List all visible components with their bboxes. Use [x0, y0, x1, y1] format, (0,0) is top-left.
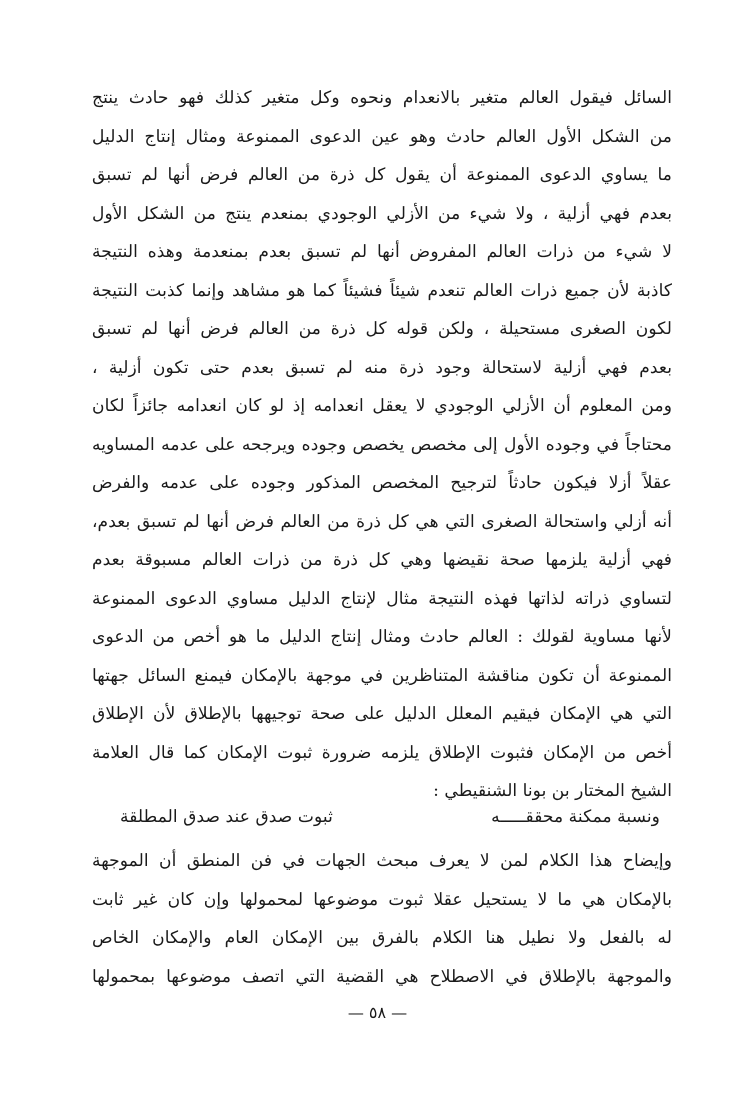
text-line-22: له بالفعل ولا نطيل هنا الكلام بالفرق بين الإمكان العام والإمكان الخاص — [92, 928, 672, 948]
text-line-4: بعدم فهي أزلية ، ولا شيء من الأزلي الوجودي بمنعدم ينتج من الشكل الأول — [92, 203, 672, 224]
text-line-6: كاذبة لأن جميع ذرات العالم تنعدم شيئاً فشيئاً كما هو مشاهد وإنما كذبت النتيجة — [92, 280, 672, 301]
text-line-15: لأنها مساوية لقولك : العالم حادث ومثال إنتاج الدليل ما هو أخص من الدعوى — [92, 627, 672, 647]
text-line-12: أنه أزلي واستحالة الصغرى التي هي كل ذرة من العالم فرض أنها لم تسبق بعدم، — [92, 511, 672, 532]
text-line-9: ومن المعلوم أن الأزلي الوجودي لا يعقل انعدامه إذ لو كان انعدامه جائزاً لكان — [92, 396, 672, 416]
text-line-23: والموجهة بالإطلاق في الاصطلاح هي القضية التي اتصف موضوعها بمحمولها — [92, 966, 672, 987]
verse-first-hemistich: ونسبة ممكنة محققـــــه — [491, 807, 660, 827]
text-line-10: محتاجاً في وجوده الأول إلى مخصص يخصص وجوده ويرجحه على عدمه المساويه — [92, 434, 672, 455]
page-number: — ٥٨ — — [347, 1003, 408, 1022]
text-line-16: الممنوعة أن تكون مناقشة المتناظرين في موجهة بالإمكان فيمنع السائل جهتها — [92, 665, 672, 686]
continuation-text-block — [92, 842, 672, 996]
text-line-18: أخص من الإمكان فثبوت الإطلاق يلزمه ضرورة ثبوت الإمكان كما قال العلامة — [92, 742, 672, 763]
text-line-1: السائل فيقول العالم متغير بالانعدام ونحوه وكل متغير كذلك فهو حادث ينتج — [92, 88, 672, 108]
text-line-13: فهي أزلية يلزمها صحة نقيضها وهي كل ذرة من ذرات العالم مسبوقة بعدم — [92, 550, 672, 570]
text-line-3: ما يساوي الدعوى الممنوعة أن يقول كل ذرة من العالم فرض أنها لم تسبق — [92, 165, 672, 185]
text-line-11: عقلاً أزلا فيكون حادثاً لترجيح المخصص المذكور وجوده على عدمه والفرض — [92, 473, 672, 493]
text-line-5: لا شيء من ذرات العالم المفروض أنها لم تسبق بعدم بمنعدمة وهذه النتيجة — [92, 242, 672, 262]
text-line-8: بعدم فهي أزلية لاستحالة وجود ذرة منه لم تسبق بعدم حتى تكون أزلية ، — [92, 357, 672, 378]
text-line-14: لتساوي ذراته لذاتها فهذه النتيجة مثال لإنتاج الدليل مساوي الدعوى الممنوعة — [92, 588, 672, 609]
text-line-17: التي هي الإمكان فيقيم المعلل الدليل على صحة توجيهها بالإطلاق لأن الإطلاق — [92, 704, 672, 724]
text-line-2: من الشكل الأول العالم حادث وهو عين الدعوى الممنوعة ومثال إنتاج الدليل — [92, 126, 672, 147]
main-text-block — [92, 79, 672, 811]
text-line-7: لكون الصغرى مستحيلة ، ولكن قوله كل ذرة من العالم فرض أنها لم تسبق — [92, 319, 672, 339]
verse-second-hemistich: ثبوت صدق عند صدق المطلقة — [120, 807, 333, 827]
text-line-19: الشيخ المختار بن بونا الشنقيطي : — [433, 781, 672, 801]
text-line-20: وإيضاح هذا الكلام لمن لا يعرف مبحث الجهات في فن المنطق أن الموجهة — [92, 851, 672, 871]
text-line-21: بالإمكان هي ما لا يستحيل عقلا ثبوت موضوعها لمحمولها وإن كان غير ثابت — [92, 889, 672, 910]
poem-verse — [120, 797, 660, 837]
